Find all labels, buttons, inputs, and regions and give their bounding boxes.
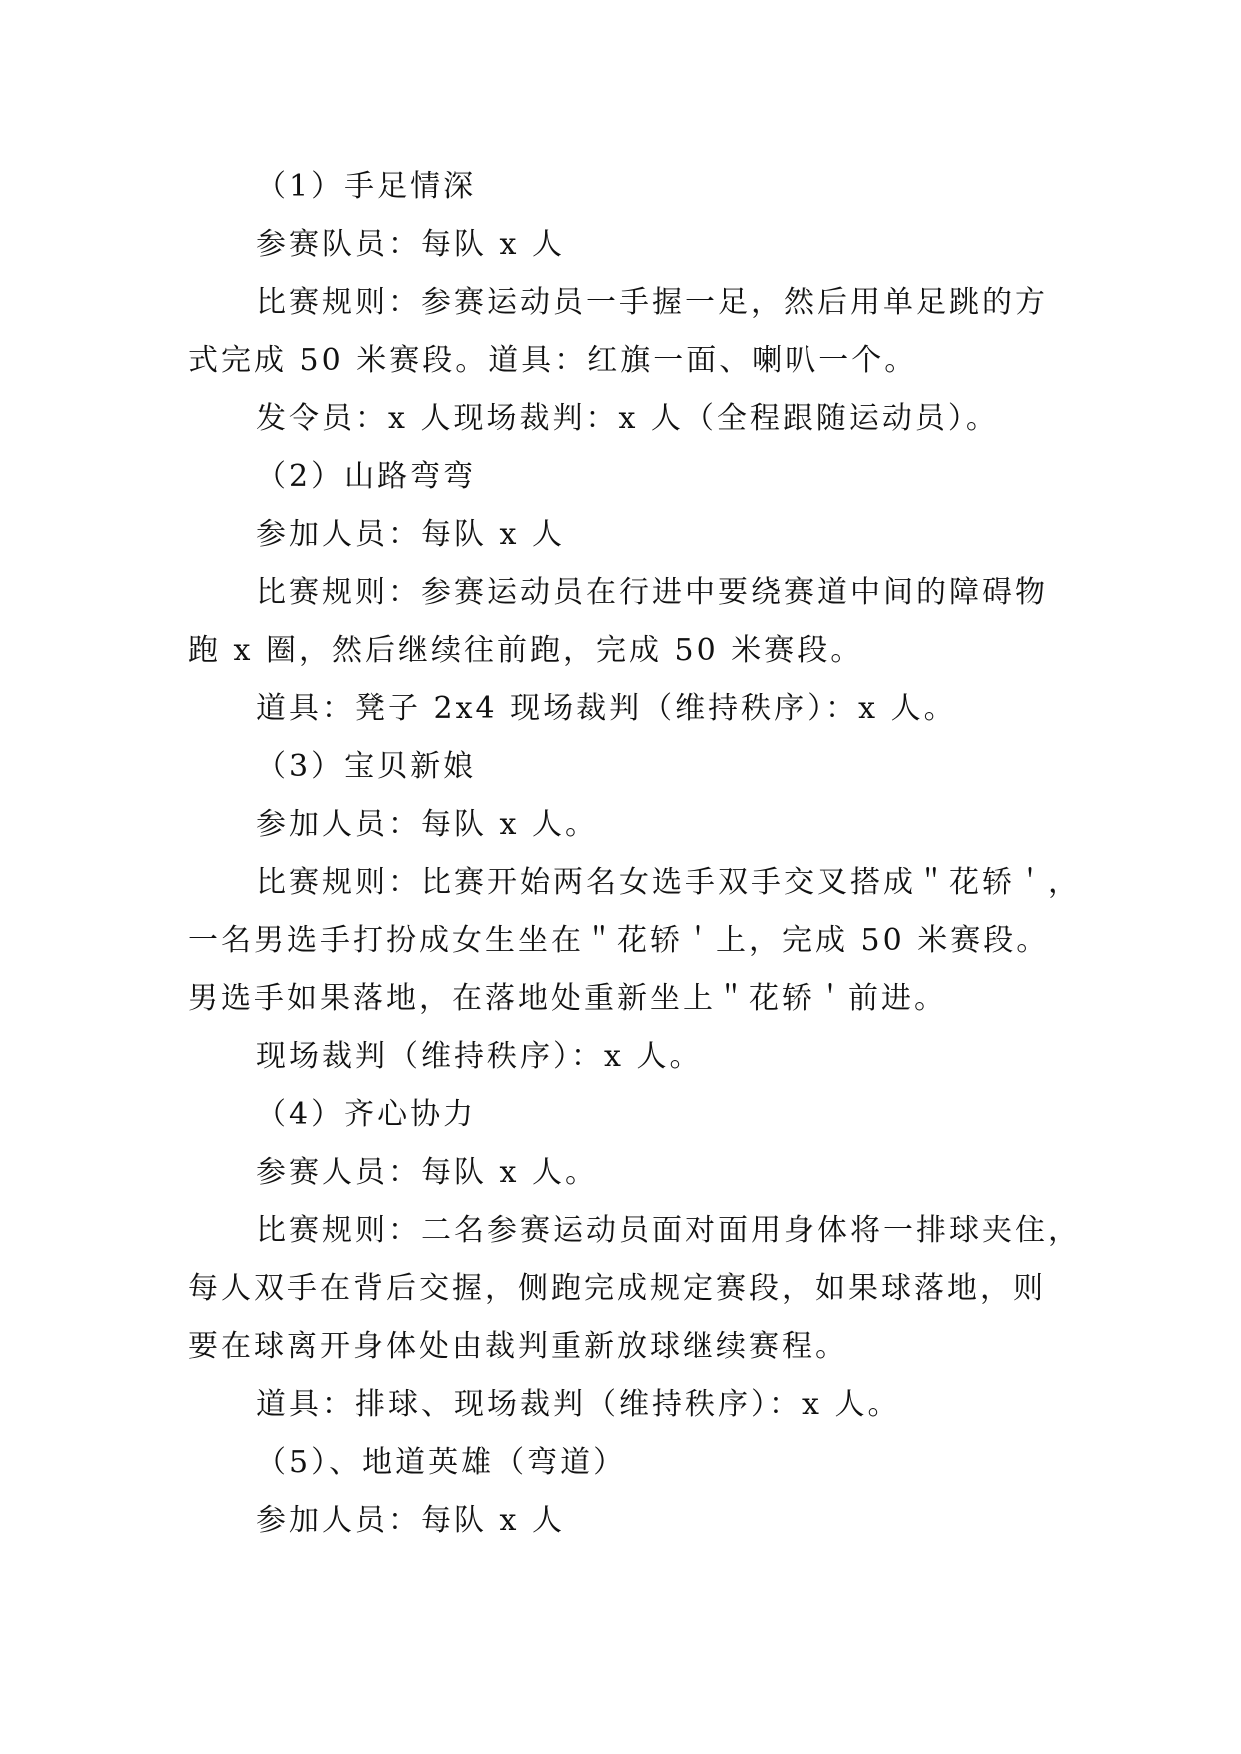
section-heading-4: （4）齐心协力 <box>256 1097 477 1132</box>
section-heading-3: （3）宝贝新娘 <box>256 749 477 784</box>
rules-2: 比赛规则：参赛运动员在行进中要绕赛道中间的障碍物 <box>256 575 1048 610</box>
rules-3-continued: 一名男选手打扮成女生坐在＂花轿＇上，完成 50 米赛段。 <box>188 923 1050 958</box>
participants-1: 参赛队员：每队 x 人 <box>256 227 565 262</box>
rules-2-continued: 跑 x 圈，然后继续往前跑，完成 50 米赛段。 <box>188 633 864 668</box>
rules-4-continued-2: 要在球离开身体处由裁判重新放球继续赛程。 <box>188 1329 848 1364</box>
participants-4: 参赛人员：每队 x 人。 <box>256 1155 598 1190</box>
section-heading-2: （2）山路弯弯 <box>256 459 477 494</box>
section-heading-1: （1）手足情深 <box>256 169 477 204</box>
rules-1-continued: 式完成 50 米赛段。道具：红旗一面、喇叭一个。 <box>188 343 918 378</box>
rules-4: 比赛规则：二名参赛运动员面对面用身体将一排球夹住， <box>256 1213 1081 1248</box>
officials-3: 现场裁判（维持秩序）：x 人。 <box>256 1039 703 1074</box>
officials-1: 发令员：x 人现场裁判：x 人（全程跟随运动员）。 <box>256 401 999 436</box>
rules-4-continued: 每人双手在背后交握，侧跑完成规定赛段，如果球落地，则 <box>188 1271 1046 1306</box>
section-heading-5: （5）、地道英雄（弯道） <box>256 1445 627 1480</box>
props-2: 道具：凳子 2x4 现场裁判（维持秩序）：x 人。 <box>256 691 957 726</box>
rules-1: 比赛规则：参赛运动员一手握一足，然后用单足跳的方 <box>256 285 1048 320</box>
participants-3: 参加人员：每队 x 人。 <box>256 807 598 842</box>
props-4: 道具：排球、现场裁判（维持秩序）：x 人。 <box>256 1387 901 1422</box>
participants-5: 参加人员：每队 x 人 <box>256 1503 565 1538</box>
participants-2: 参加人员：每队 x 人 <box>256 517 565 552</box>
document-body <box>188 158 1081 1550</box>
rules-3-continued-2: 男选手如果落地，在落地处重新坐上＂花轿＇前进。 <box>188 981 947 1016</box>
rules-3: 比赛规则：比赛开始两名女选手双手交叉搭成＂花轿＇， <box>256 865 1081 900</box>
